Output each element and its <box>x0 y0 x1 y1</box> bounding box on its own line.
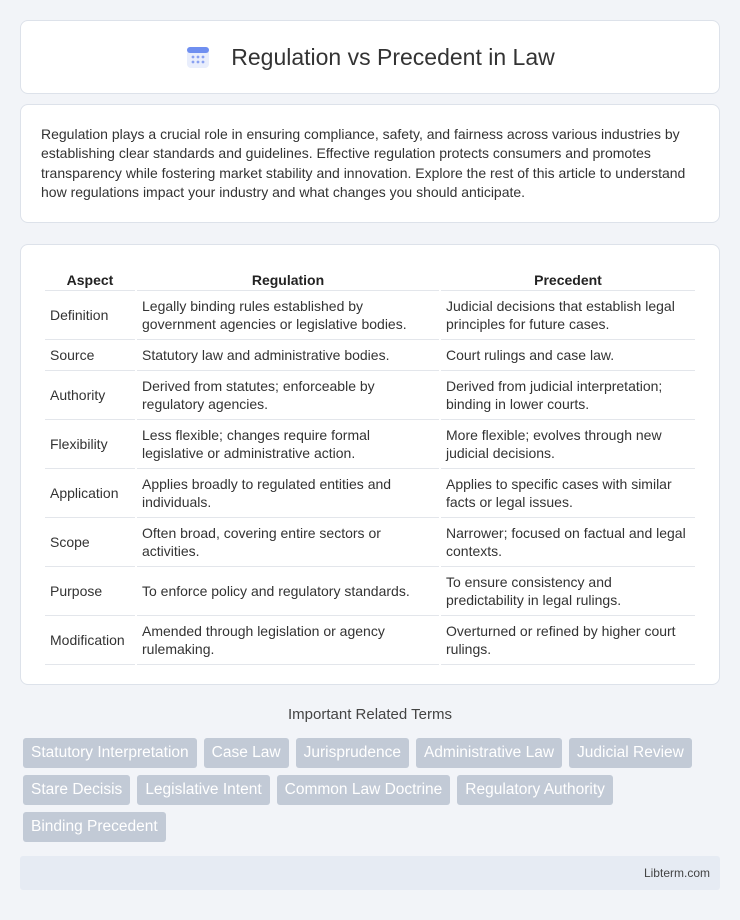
tag-jurisprudence[interactable]: Jurisprudence <box>296 738 409 768</box>
related-terms-tags <box>23 738 723 842</box>
calendar-icon <box>185 44 211 70</box>
table-row <box>45 371 695 420</box>
tag-binding-precedent[interactable]: Binding Precedent <box>23 812 166 842</box>
header-regulation: Regulation <box>137 265 439 291</box>
comparison-table-card <box>20 244 720 685</box>
row-regulation: Derived from statutes; enforceable by regulatory agencies. <box>137 371 439 420</box>
row-precedent: Judicial decisions that establish legal principles for future cases. <box>441 291 695 340</box>
table-row <box>45 518 695 567</box>
row-precedent: Court rulings and case law. <box>441 340 695 371</box>
row-precedent: Applies to specific cases with similar facts or legal issues. <box>441 469 695 518</box>
comparison-table <box>43 265 697 665</box>
row-regulation: Statutory law and administrative bodies. <box>137 340 439 371</box>
row-aspect: Scope <box>45 518 135 567</box>
tag-judicial-review[interactable]: Judicial Review <box>569 738 692 768</box>
row-regulation: To enforce policy and regulatory standards. <box>137 567 439 616</box>
tag-common-law-doctrine[interactable]: Common Law Doctrine <box>277 775 451 805</box>
row-regulation: Less flexible; changes require formal legislative or administrative action. <box>137 420 439 469</box>
intro-text: Regulation plays a crucial role in ensuring compliance, safety, and fairness across various industries by establishing clear standards and guidelines. Effective regulation protects consumers and promotes transparency while fostering market stability and innovation. Explore the rest of this article to understand how regulations impact your industry and what changes you should anticipate. <box>41 126 686 200</box>
tag-legislative-intent[interactable]: Legislative Intent <box>137 775 269 805</box>
row-regulation: Legally binding rules established by government agencies or legislative bodies. <box>137 291 439 340</box>
intro-card <box>20 104 720 223</box>
row-precedent: Overturned or refined by higher court rulings. <box>441 616 695 665</box>
row-aspect: Purpose <box>45 567 135 616</box>
row-regulation: Often broad, covering entire sectors or activities. <box>137 518 439 567</box>
tag-case-law[interactable]: Case Law <box>204 738 289 768</box>
row-aspect: Authority <box>45 371 135 420</box>
tag-regulatory-authority[interactable]: Regulatory Authority <box>457 775 613 805</box>
row-aspect: Definition <box>45 291 135 340</box>
tag-administrative-law[interactable]: Administrative Law <box>416 738 562 768</box>
row-aspect: Modification <box>45 616 135 665</box>
row-aspect: Source <box>45 340 135 371</box>
row-precedent: More flexible; evolves through new judicial decisions. <box>441 420 695 469</box>
row-aspect: Application <box>45 469 135 518</box>
row-regulation: Applies broadly to regulated entities and individuals. <box>137 469 439 518</box>
footer <box>20 856 720 890</box>
related-terms-title: Important Related Terms <box>288 706 452 723</box>
header-precedent: Precedent <box>441 265 695 291</box>
row-aspect: Flexibility <box>45 420 135 469</box>
table-row <box>45 616 695 665</box>
table-row <box>45 291 695 340</box>
header-aspect: Aspect <box>45 265 135 291</box>
row-precedent: Derived from judicial interpretation; binding in lower courts. <box>441 371 695 420</box>
footer-link[interactable]: Libterm.com <box>643 866 710 880</box>
page-title: Regulation vs Precedent in Law <box>231 43 555 70</box>
tag-statutory-interpretation[interactable]: Statutory Interpretation <box>23 738 197 768</box>
row-precedent: To ensure consistency and predictability in legal rulings. <box>441 567 695 616</box>
row-regulation: Amended through legislation or agency rulemaking. <box>137 616 439 665</box>
table-header-row <box>45 265 695 291</box>
table-row <box>45 469 695 518</box>
tag-stare-decisis[interactable]: Stare Decisis <box>23 775 130 805</box>
table-row <box>45 340 695 371</box>
table-row <box>45 567 695 616</box>
title-card <box>20 20 720 94</box>
row-precedent: Narrower; focused on factual and legal contexts. <box>441 518 695 567</box>
table-row <box>45 420 695 469</box>
